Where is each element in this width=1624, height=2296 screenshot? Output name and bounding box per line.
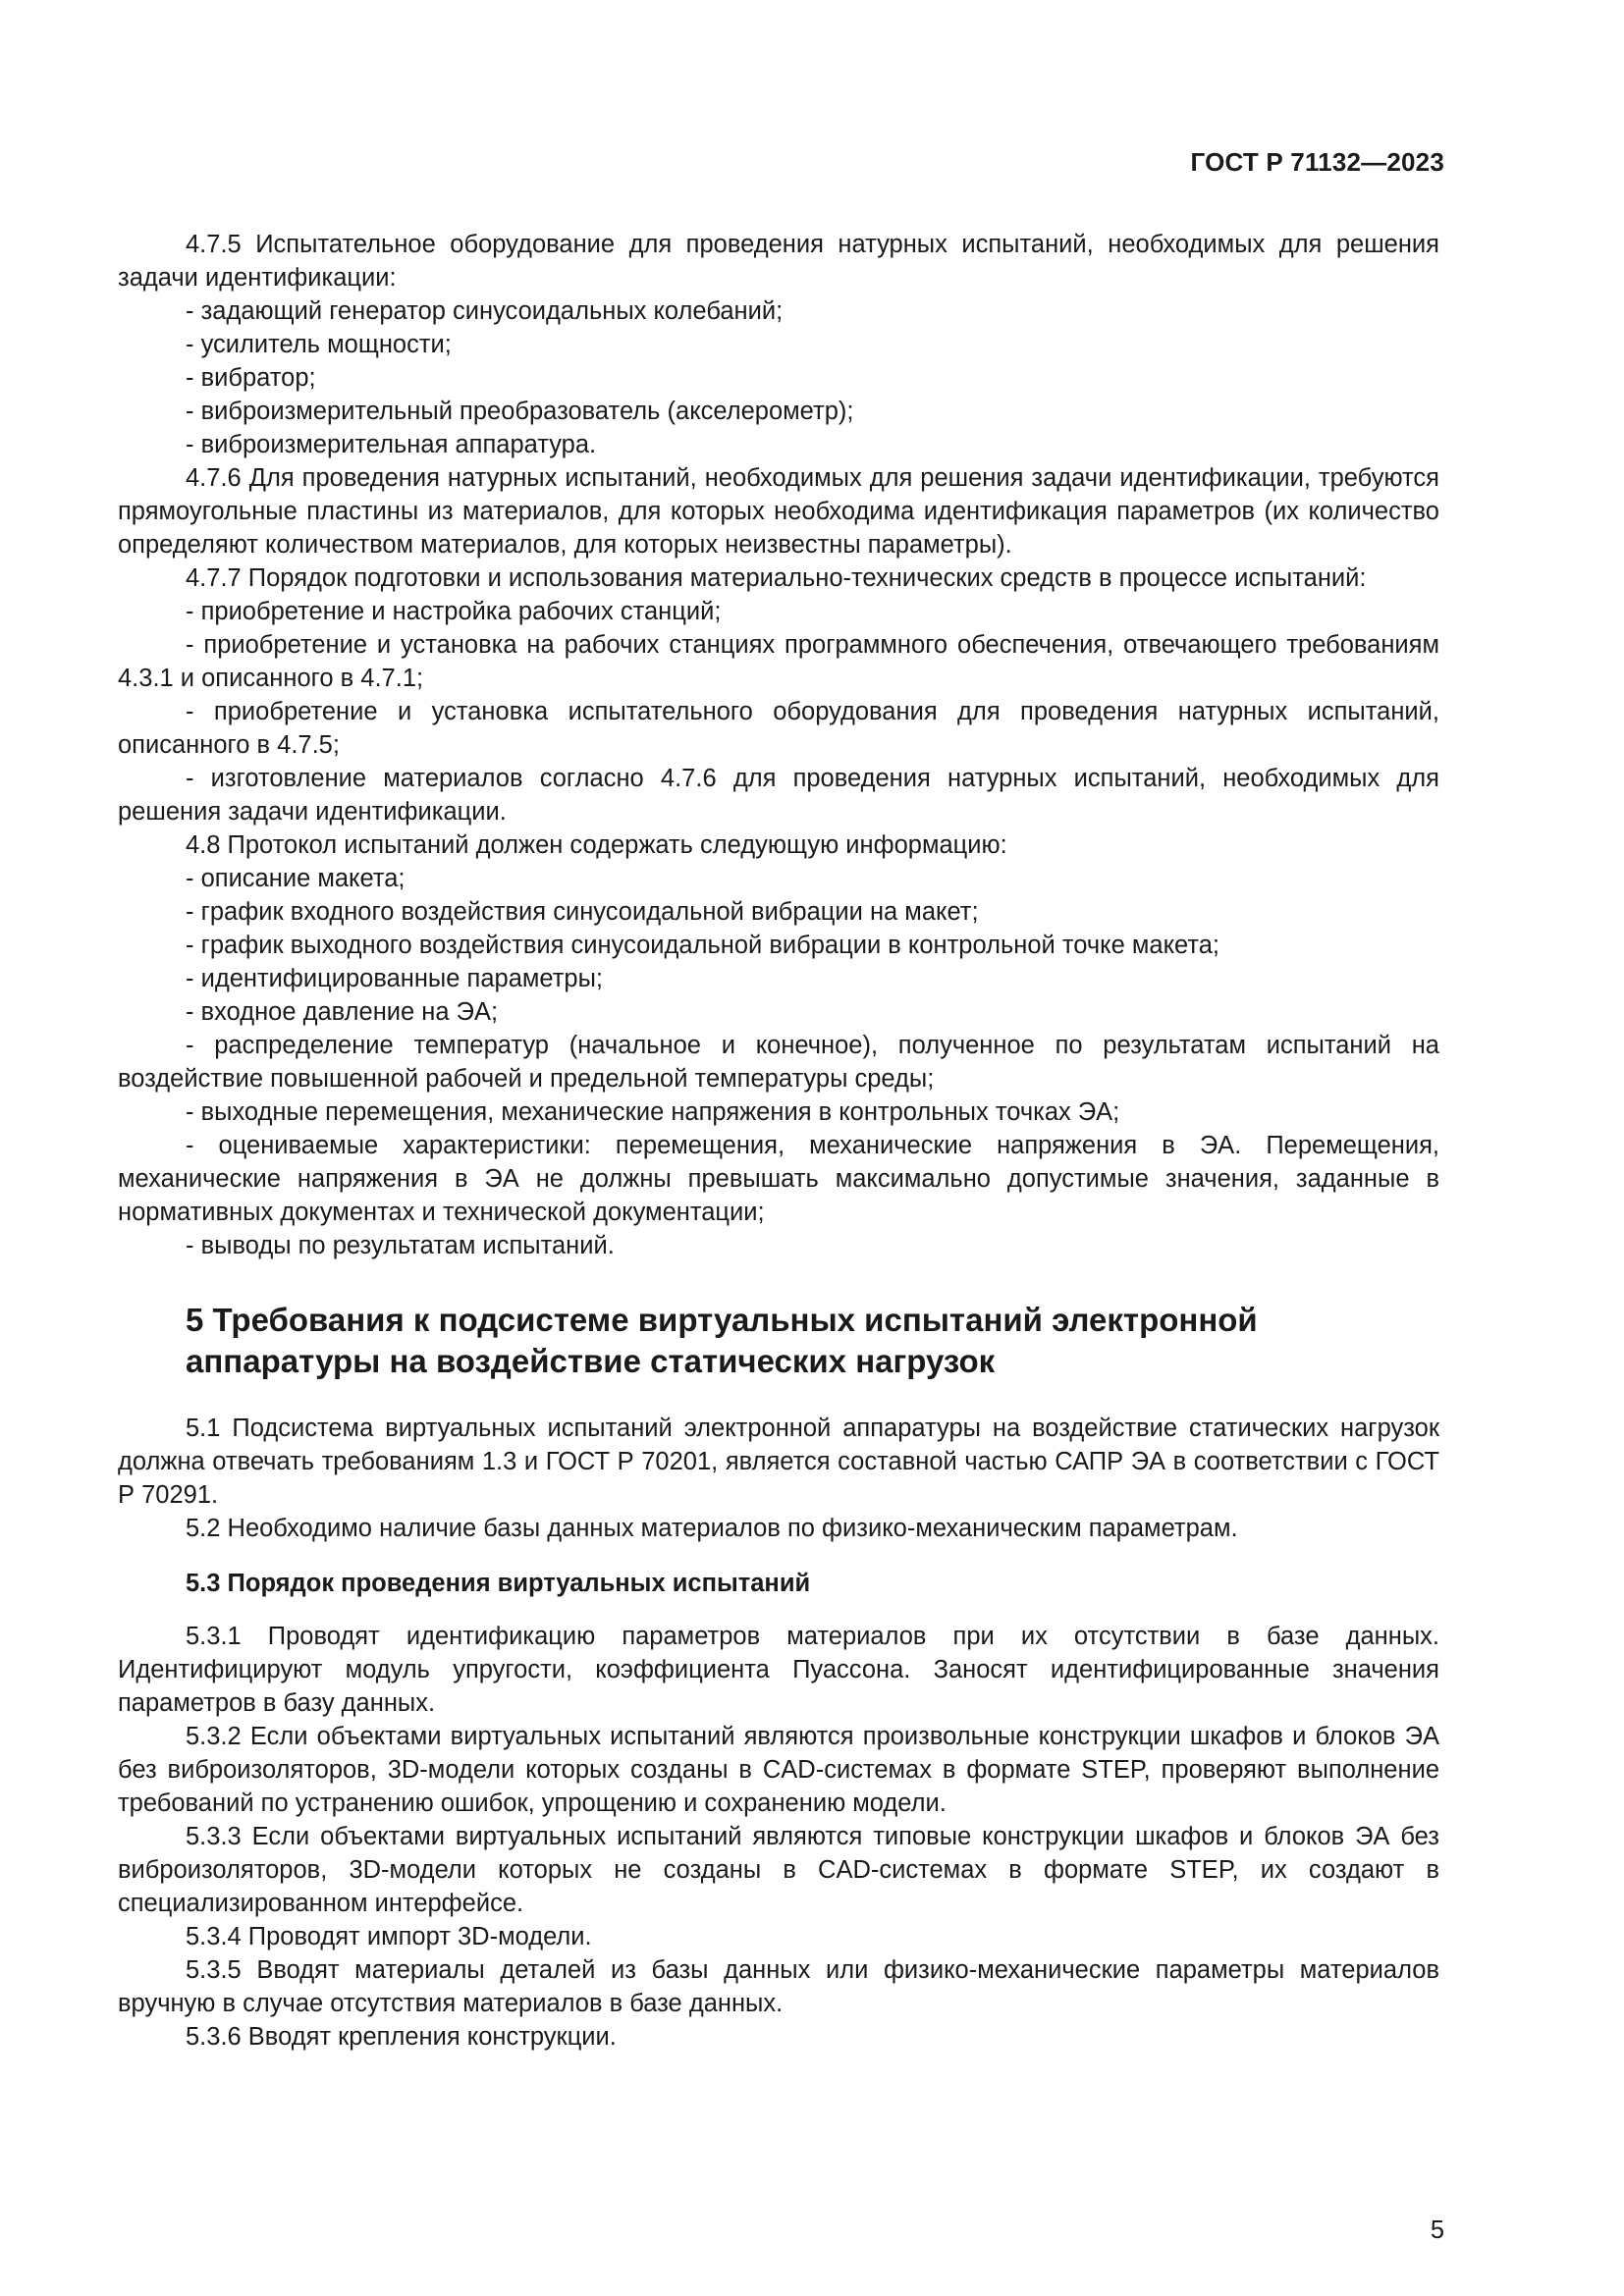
paragraph-4-7-7: 4.7.7 Порядок подготовки и использования материально-технических средств в процессе испытаний: [186,564,1367,592]
paragraph-5-3-3: 5.3.3 Если объектами виртуальных испытаний являются типовые конструкции шкафов и блоков ЭА без виброизоляторов, 3D-модели которых не созданы в CAD-системах в формате STEP, их создают в специализированном интерфейсе. [118,1823,1439,1917]
list-item: - входное давление на ЭА; [186,998,499,1026]
page-content [118,228,1439,2054]
list-item: - приобретение и настройка рабочих станций; [186,598,722,625]
paragraph-4-7-6: 4.7.6 Для проведения натурных испытаний, необходимых для решения задачи идентификации, требуются прямоугольные пластины из материалов, для которых необходима идентификация параметров (их количество определяют количеством материалов, для которых неизвестны параметры). [118,464,1439,559]
paragraph-5-1: 5.1 Подсистема виртуальных испытаний электронной аппаратуры на воздействие статических нагрузок должна отвечать требованиям 1.3 и ГОСТ Р 70201, является составной частью САПР ЭА в соответствии с ГОСТ Р 70291. [118,1415,1439,1509]
list-item: - график входного воздействия синусоидальной вибрации на макет; [186,898,979,926]
list-item: - усилитель мощности; [186,331,452,358]
paragraph-5-3-6: 5.3.6 Вводят крепления конструкции. [186,2023,617,2051]
list-item: - выводы по результатам испытаний. [186,1232,615,1259]
list-item: - описание макета; [186,865,406,892]
list-item: - виброизмерительная аппаратура. [186,431,597,458]
section-5-heading-line-1: 5 Требования к подсистеме виртуальных испытаний электронной [186,1302,1258,1338]
subsection-5-3-heading: 5.3 Порядок проведения виртуальных испытаний [186,1570,811,1597]
paragraph-5-3-4: 5.3.4 Проводят импорт 3D-модели. [186,1923,592,1950]
list-item: - приобретение и установка на рабочих станциях программного обеспечения, отвечающего требованиям 4.3.1 и описанного в 4.7.1; [118,631,1439,692]
page-number: 5 [1430,2216,1444,2244]
section-5-heading [118,1300,1439,1382]
paragraph-4-8: 4.8 Протокол испытаний должен содержать следующую информацию: [186,831,1007,859]
list-item: - выходные перемещения, механические напряжения в контрольных точках ЭА; [186,1098,1120,1126]
paragraph-4-7-5: 4.7.5 Испытательное оборудование для проведения натурных испытаний, необходимых для решения задачи идентификации: [118,231,1439,292]
list-item: - виброизмерительный преобразователь (акселерометр); [186,398,854,425]
list-item: - идентифицированные параметры; [186,965,604,992]
paragraph-5-2: 5.2 Необходимо наличие базы данных материалов по физико-механическим параметрам. [186,1515,1238,1542]
list-item: - задающий генератор синусоидальных колебаний; [186,297,784,325]
document-code-header: ГОСТ Р 71132—2023 [1190,147,1444,177]
section-5-heading-line-2: аппаратуры на воздействие статических нагрузок [186,1343,996,1379]
paragraph-5-3-5: 5.3.5 Вводят материалы деталей из базы данных или физико-механические параметры материалов вручную в случае отсутствия материалов в базе данных. [118,1956,1439,2017]
list-item: - приобретение и установка испытательного оборудования для проведения натурных испытаний, описанного в 4.7.5; [118,698,1439,759]
list-item: - график выходного воздействия синусоидальной вибрации в контрольной точке макета; [186,932,1220,959]
list-item: - изготовление материалов согласно 4.7.6 для проведения натурных испытаний, необходимых для решения задачи идентификации. [118,765,1439,826]
paragraph-5-3-2: 5.3.2 Если объектами виртуальных испытаний являются произвольные конструкции шкафов и блоков ЭА без виброизоляторов, 3D-модели которых созданы в CAD-системах в формате STEP, проверяют выполнение требований по устранению ошибок, упрощению и сохранению модели. [118,1723,1439,1817]
list-item: - распределение температур (начальное и конечное), полученное по результатам испытаний на воздействие повышенной рабочей и предельной температуры среды; [118,1032,1439,1093]
paragraph-5-3-1: 5.3.1 Проводят идентификацию параметров материалов при их отсутствии в базе данных. Идентифицируют модуль упругости, коэффициента Пуассона. Заносят идентифицированные значения параметров в базу данных. [118,1623,1439,1717]
list-item: - вибратор; [186,364,316,392]
list-item: - оцениваемые характеристики: перемещения, механические напряжения в ЭА. Перемещения, механические напряжения в ЭА не должны превышать максимально допустимые значения, заданные в нормативных документах и технической документации; [118,1132,1439,1226]
